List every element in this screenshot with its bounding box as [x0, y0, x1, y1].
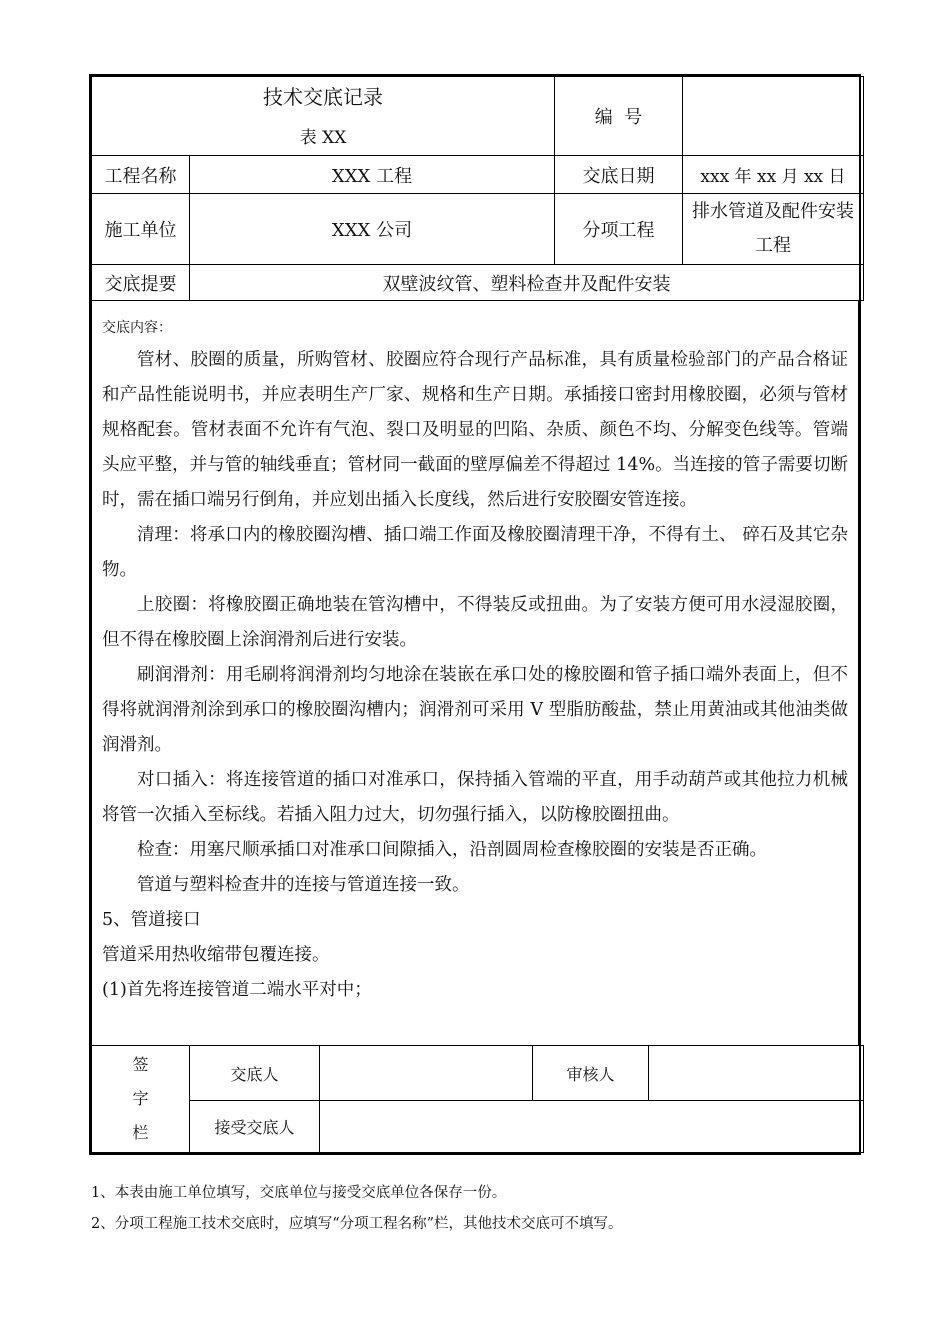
disclosure-form	[89, 74, 861, 1155]
receiver-signature[interactable]	[320, 1101, 864, 1153]
form-number: 表 XX	[299, 127, 347, 148]
summary-value[interactable]: 双壁波纹管、塑料检查井及配件安装	[190, 265, 864, 301]
footnote: 1、本表由施工单位填写，交底单位与接受交底单位各保存一份。	[91, 1185, 507, 1201]
unit-label: 施工单位	[92, 194, 190, 265]
summary-label: 交底提要	[92, 265, 190, 301]
discloser-label: 交底人	[190, 1046, 320, 1101]
content-paragraph: 上胶圈：将橡胶圈正确地装在管沟槽中，不得装反或扭曲。为了安装方便可用水浸湿胶圈，但不得在橡胶圈上涂润滑剂后进行安装。	[102, 595, 848, 650]
date-label: 交底日期	[555, 156, 683, 194]
number-value[interactable]	[683, 77, 864, 156]
signature-table	[91, 1045, 864, 1153]
header-table	[91, 76, 864, 301]
reviewer-signature[interactable]	[649, 1046, 864, 1101]
project-name-value[interactable]: XXX 工程	[190, 156, 555, 194]
footnote: 2、分项工程施工技术交底时，应填写“分项工程名称”栏，其他技术交底可不填写。	[91, 1216, 623, 1232]
receiver-label: 接受交底人	[190, 1101, 320, 1153]
section-line: 管道采用热收缩带包覆连接。	[102, 945, 330, 965]
section-title: 5、管道接口	[102, 910, 201, 930]
project-name-label: 工程名称	[92, 156, 190, 194]
page-title: 技术交底记录	[263, 84, 383, 109]
discloser-signature[interactable]	[320, 1046, 533, 1101]
signature-column-label: 签 字 栏	[92, 1046, 190, 1153]
content-label: 交底内容：	[102, 320, 172, 336]
content-paragraph: 管道与塑料检查井的连接与管道连接一致。	[137, 875, 470, 895]
subproject-label: 分项工程	[555, 194, 683, 265]
content-paragraph: 清理：将承口内的橡胶圈沟槽、插口端工作面及橡胶圈清理干净，不得有土、 碎石及其它杂物。	[102, 525, 848, 580]
content-paragraph: 管材、胶圈的质量，所购管材、胶圈应符合现行产品标准，具有质量检验部门的产品合格证和产品性能说明书，并应表明生产厂家、规格和生产日期。承插接口密封用橡胶圈，必须与管材规格配套。管材表面不允许有气泡、裂口及明显的凹陷、杂质、颜色不均、分解变色线等。管端头应平整，并与管的轴线垂直；管材同一截面的壁厚偏差不得超过 14%。当连接的管子需要切断时，需在插口端另行倒角，并应划出插入长度线，然后进行安胶圈安管连接。	[102, 350, 848, 510]
subproject-value[interactable]: 排水管道及配件安装工程	[683, 194, 864, 265]
reviewer-label: 审核人	[533, 1046, 649, 1101]
content-paragraph: 检查：用塞尺顺承插口对准承口间隙插入，沿剖圆周检查橡胶圈的安装是否正确。	[137, 840, 767, 860]
number-label: 编 号	[555, 77, 683, 156]
content-paragraph: 对口插入：将连接管道的插口对准承口，保持插入管端的平直，用手动葫芦或其他拉力机械将管一次插入至标线。若插入阻力过大，切勿强行插入，以防橡胶圈扭曲。	[102, 770, 848, 825]
section-line: (1)首先将连接管道二端水平对中；	[102, 980, 372, 1000]
unit-value[interactable]: XXX 公司	[190, 194, 555, 265]
content-area	[91, 301, 859, 1045]
content-paragraph: 刷润滑剂：用毛刷将润滑剂均匀地涂在装嵌在承口处的橡胶圈和管子插口端外表面上，但不得将就润滑剂涂到承口的橡胶圈沟槽内；润滑剂可采用 V 型脂肪酸盐，禁止用黄油或其他油类做润滑剂。	[102, 665, 848, 755]
footnotes	[91, 1178, 623, 1240]
date-value[interactable]: xxx 年 xx 月 xx 日	[683, 156, 864, 194]
title-cell	[92, 77, 555, 156]
